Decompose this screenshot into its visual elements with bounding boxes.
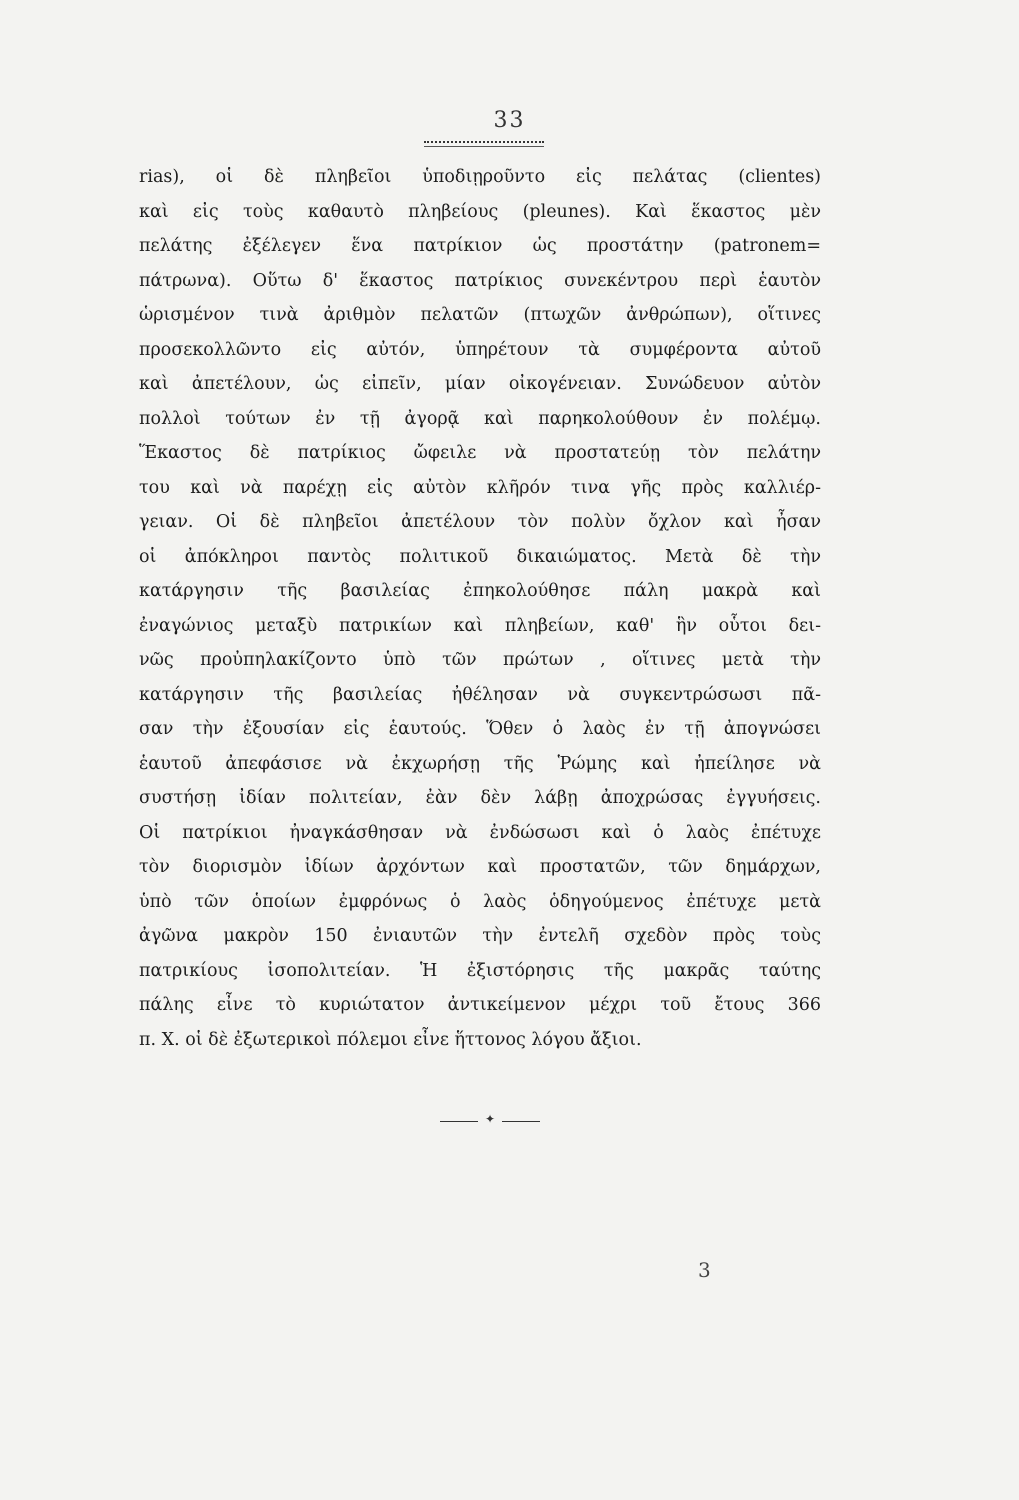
text-line: σαν τὴν ἐξουσίαν εἰς ἑαυτούς. Ὅθεν ὁ λαὸς ἐν τῇ ἀπογνώσει — [139, 719, 821, 739]
text-line: Οἱ πατρίκιοι ἠναγκάσθησαν νὰ ἐνδώσωσι καὶ ὁ λαὸς ἐπέτυχε — [139, 822, 821, 843]
text-line: νῶς προὐπηλακίζοντο ὑπὸ τῶν πρώτων , οἵτινες μετὰ τὴν — [139, 650, 821, 670]
text-line: προσεκολλῶντο εἰς αὐτόν, ὑπηρέτουν τὰ συμφέροντα αὐτοῦ — [139, 339, 821, 360]
text-line: γειαν. Οἱ δὲ πληβεῖοι ἀπετέλουν τὸν πολὺν ὄχλον καὶ ἦσαν — [139, 512, 821, 532]
text-line: πολλοὶ τούτων ἐν τῇ ἀγορᾷ καὶ παρηκολούθουν ἐν πολέμῳ. — [139, 408, 821, 429]
text-line: κατάργησιν τῆς βασιλείας ἠθέλησαν νὰ συγκεντρώσωσι πᾶ- — [139, 684, 821, 705]
ornament-rule-left — [440, 1121, 478, 1122]
text-line: κατάργησιν τῆς βασιλείας ἐπηκολούθησε πάλη μακρὰ καὶ — [139, 581, 821, 601]
text-line: ἐναγώνιος μεταξὺ πατρικίων καὶ πληβείων, καθ' ἣν οὗτοι δει- — [139, 615, 821, 636]
text-line: πάλης εἶνε τὸ κυριώτατον ἀντικείμενον μέχρι τοῦ ἔτους 366 — [139, 995, 821, 1015]
ornament-knot-icon: ✦ — [484, 1112, 496, 1126]
body-text — [139, 160, 821, 1057]
text-line: Ἕκαστος δὲ πατρίκιος ὤφειλε νὰ προστατεύῃ τὸν πελάτην — [139, 443, 821, 463]
text-line: οἱ ἀπόκληροι παντὸς πολιτικοῦ δικαιώματος. Μετὰ δὲ τὴν — [139, 546, 821, 567]
page-number: 33 — [493, 108, 526, 133]
section-ornament — [440, 1112, 540, 1129]
text-line: ἀγῶνα μακρὸν 150 ἐνιαυτῶν τὴν ἐντελῆ σχεδὸν πρὸς τοὺς — [139, 926, 821, 946]
text-line: συστήσῃ ἰδίαν πολιτείαν, ἐὰν δὲν λάβῃ ἀποχρώσας ἐγγυήσεις. — [139, 788, 821, 808]
text-line: του καὶ νὰ παρέχῃ εἰς αὐτὸν κλῆρόν τινα γῆς πρὸς καλλιέρ- — [139, 477, 821, 498]
text-line: καὶ εἰς τοὺς καθαυτὸ πληβείους (pleunes). Καὶ ἕκαστος μὲν — [139, 201, 821, 222]
text-line: ὡρισμένον τινὰ ἀριθμὸν πελατῶν (πτωχῶν ἀνθρώπων), οἵτινες — [139, 305, 821, 325]
text-line: π. Χ. οἱ δὲ ἐξωτερικοὶ πόλεμοι εἶνε ἥττονος λόγου ἄξιοι. — [139, 1029, 642, 1050]
text-line: ἑαυτοῦ ἀπεφάσισε νὰ ἐκχωρήσῃ τῆς Ῥώμης καὶ ἠπείλησε νὰ — [139, 753, 821, 774]
text-line: τὸν διορισμὸν ἰδίων ἀρχόντων καὶ προστατῶν, τῶν δημάρχων, — [139, 857, 821, 877]
text-line: πελάτης ἐξέλεγεν ἕνα πατρίκιον ὡς προστάτην (patronem= — [139, 236, 821, 256]
text-line: πατρικίους ἰσοπολιτείαν. Ἡ ἐξιστόρησις τῆς μακρᾶς ταύτης — [139, 960, 821, 981]
text-line: καὶ ἀπετέλουν, ὡς εἰπεῖν, μίαν οἰκογένειαν. Συνώδευον αὐτὸν — [139, 374, 821, 394]
text-line: ὑπὸ τῶν ὁποίων ἐμφρόνως ὁ λαὸς ὁδηγούμενος ἐπέτυχε μετὰ — [139, 891, 821, 912]
header-rule — [424, 141, 544, 147]
text-line: πάτρωνα). Οὕτω δ' ἕκαστος πατρίκιος συνεκέντρου περὶ ἑαυτὸν — [139, 270, 821, 291]
ornament-rule-right — [502, 1121, 540, 1122]
signature-mark: 3 — [698, 1258, 711, 1282]
text-line: rias), οἱ δὲ πληβεῖοι ὑποδιῃροῦντο εἰς πελάτας (clientes) — [139, 167, 821, 187]
